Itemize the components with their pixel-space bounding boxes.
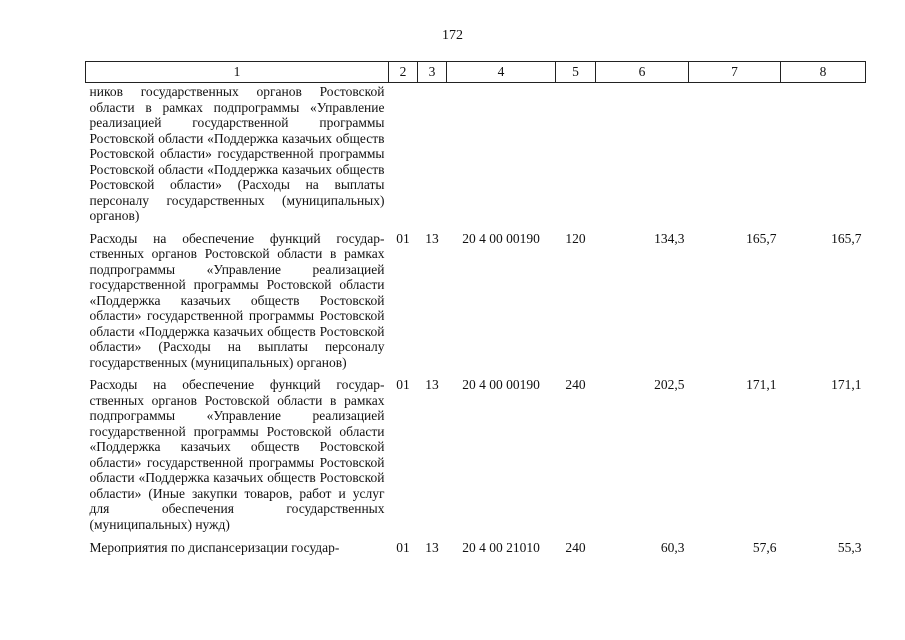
row-description: Расходы на обеспечение функций государственных органов Ростовской области в рамках подпрограммы «Управление реализацией государственной программы Ростовской области «Поддержка казачьих обществ Ростовской области» государственной программы Ростовской области «Поддержка казачьих обществ Ростовской области» (Расходы на выплаты персоналу государственных (муниципальных) органов) xyxy=(89,230,385,370)
cell-expense-type: 240 xyxy=(565,377,586,392)
cell-amount-col7: 165,7 xyxy=(746,230,777,246)
cell-amount-col6 xyxy=(596,83,689,231)
cell-amount-col7: 171,1 xyxy=(746,377,777,392)
cell-expense-type: 240 xyxy=(565,540,586,555)
cell-expense-type: 120 xyxy=(565,230,586,246)
cell-amount-col8 xyxy=(781,83,866,231)
cell-amount-col8: 171,1 xyxy=(831,377,862,392)
page-number: 172 xyxy=(442,28,463,43)
cell-subsection: 13 xyxy=(425,540,439,555)
cell-amount-col8: 55,3 xyxy=(837,540,862,555)
table-row xyxy=(86,83,866,231)
header-row xyxy=(86,62,866,83)
col-header-2: 2 xyxy=(389,62,418,83)
cell-amount-col7 xyxy=(689,83,781,231)
table-row xyxy=(86,539,866,556)
row-description: Расходы на обеспечение функций государственных органов Ростовской области в рамках подпрограммы «Управление реализацией государственной программы Ростовской области «Поддержка казачьих обществ Ростовской области» государственной программы Ростовской области «Поддержка казачьих обществ Ростовской области» (Иные закупки товаров, работ и услуг для обеспечения государственных (муниципальных) нужд) xyxy=(89,377,385,532)
col-header-8: 8 xyxy=(781,62,866,83)
cell-target-code xyxy=(447,83,556,231)
cell-amount-col7: 57,6 xyxy=(752,540,777,555)
cell-subsection: 13 xyxy=(425,377,439,392)
cell-section xyxy=(389,83,418,231)
cell-expense-type xyxy=(556,83,596,231)
budget-table xyxy=(85,61,866,556)
row-description: Мероприятия по диспансеризации государ- xyxy=(89,540,340,555)
cell-amount-col8: 165,7 xyxy=(831,230,862,246)
cell-target-code: 20 4 00 00190 xyxy=(462,230,540,246)
table-row xyxy=(86,231,866,378)
cell-amount-col6: 202,5 xyxy=(654,377,685,392)
col-header-7: 7 xyxy=(689,62,781,83)
cell-section: 01 xyxy=(396,230,410,246)
cell-target-code: 20 4 00 00190 xyxy=(462,377,540,392)
cell-target-code: 20 4 00 21010 xyxy=(462,540,540,555)
cell-subsection xyxy=(418,83,447,231)
col-header-6: 6 xyxy=(596,62,689,83)
cell-section: 01 xyxy=(396,540,410,555)
cell-amount-col6: 134,3 xyxy=(654,230,685,246)
col-header-1: 1 xyxy=(86,62,389,83)
col-header-3: 3 xyxy=(418,62,447,83)
cell-subsection: 13 xyxy=(425,230,439,246)
cell-amount-col6: 60,3 xyxy=(660,540,685,555)
col-header-4: 4 xyxy=(447,62,556,83)
cell-section: 01 xyxy=(396,377,410,392)
col-header-5: 5 xyxy=(556,62,596,83)
row-description: ников государственных органов Ростовской области в рамках подпрограммы «Управление реализацией государственной программы Ростовской области «Поддержка казачьих обществ Ростовской области» государственной программы Ростовской области «Поддержка казачьих обществ Ростовской области» (Расходы на выплаты персоналу государственных (муниципальных) органов) xyxy=(89,84,385,223)
table-row xyxy=(86,377,866,539)
